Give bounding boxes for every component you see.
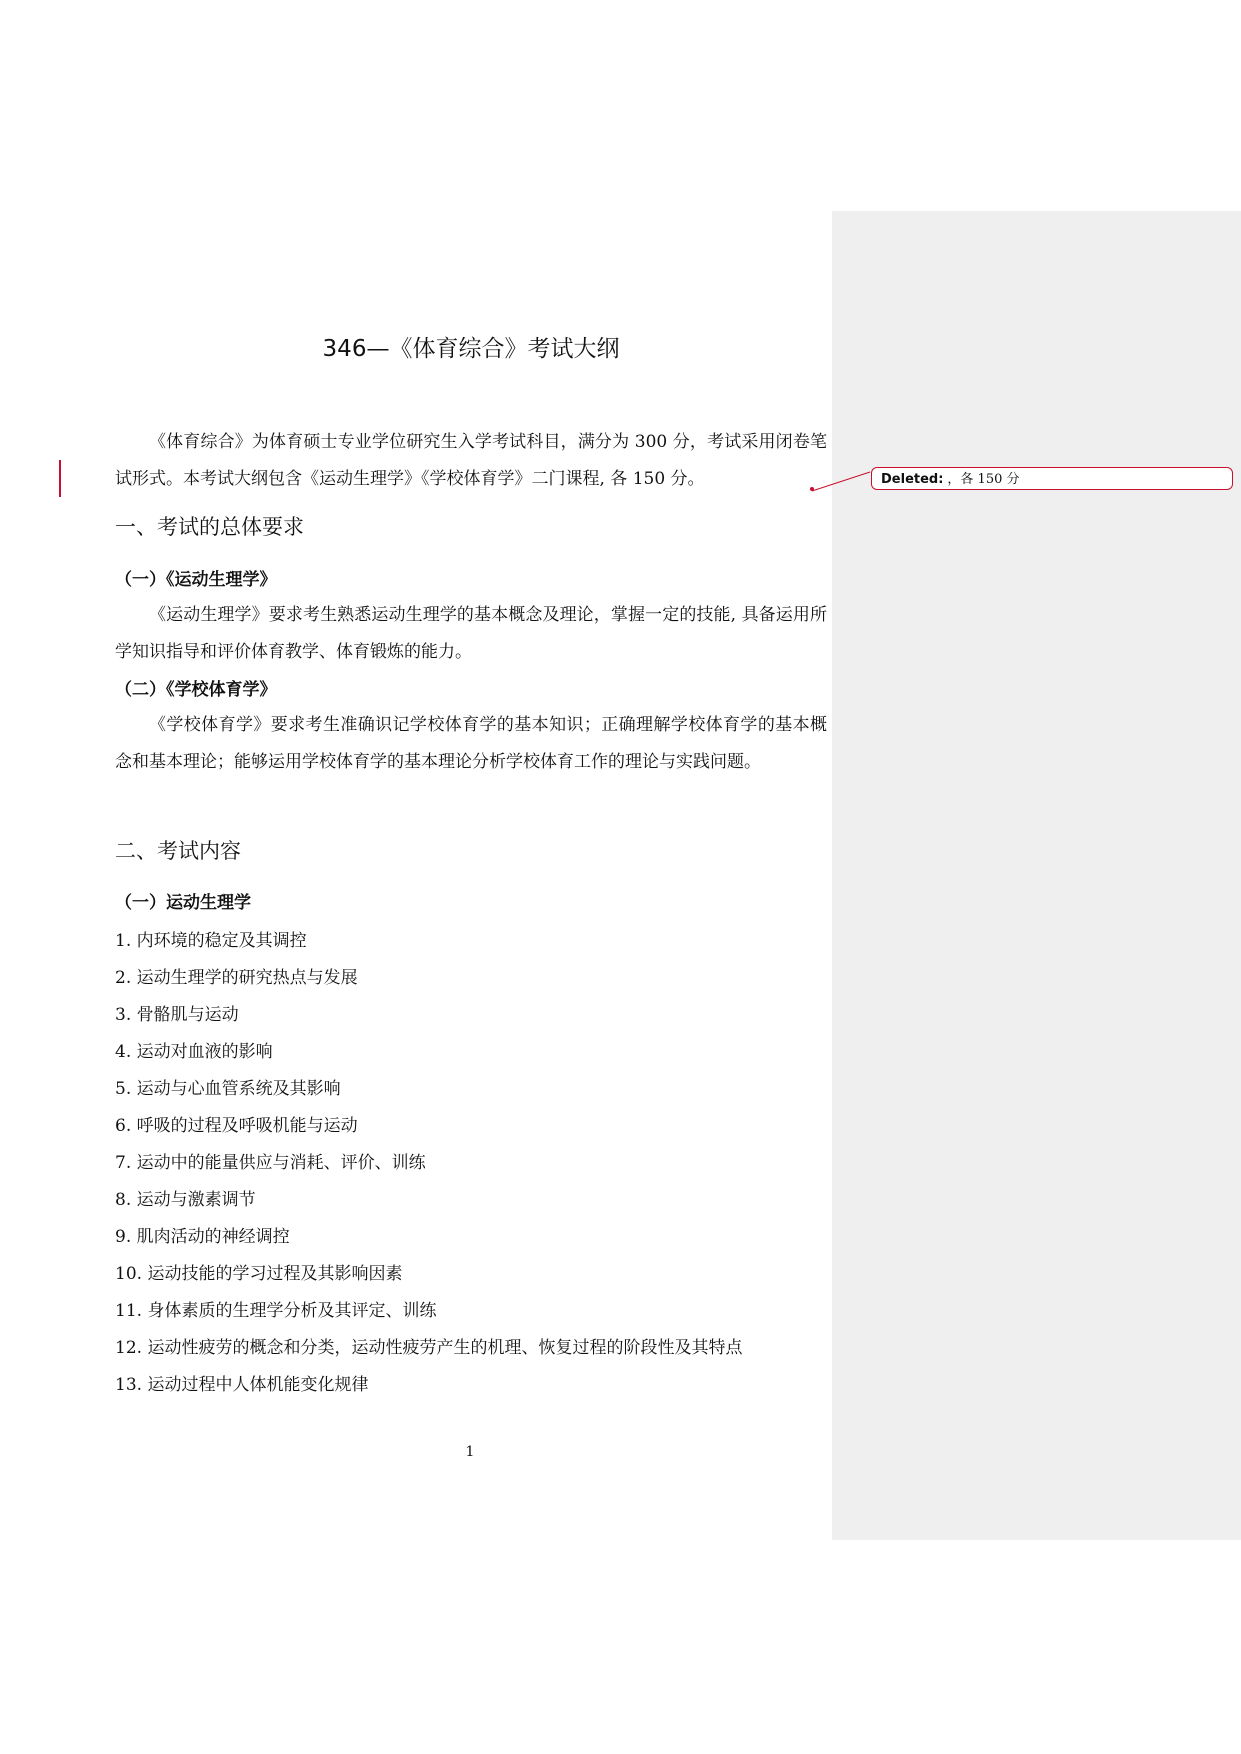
title-text: —《体育综合》考试大纲 [366,336,620,362]
title-number: 346 [322,336,367,362]
list-item: 10. 运动技能的学习过程及其影响因素 [115,1264,403,1284]
list-item: 12. 运动性疲劳的概念和分类，运动性疲劳产生的机理、恢复过程的阶段性及其特点 [115,1338,743,1358]
page-number: 1 [465,1444,475,1460]
change-bar [59,460,61,497]
intro-paragraph: 《体育综合》为体育硕士专业学位研究生入学考试科目，满分为 300 分，考试采用闭卷笔试形式。本考试大纲包含《运动生理学》《学校体育学》二门课程, 各 150 分。 [115,432,827,489]
section1-sub1-heading: （一）《运动生理学》 [115,570,277,590]
section1-heading: 一、考试的总体要求 [115,515,304,539]
list-item: 8. 运动与激素调节 [115,1190,256,1210]
section1-sub2-paragraph: 《学校体育学》要求考生准确识记学校体育学的基本知识；正确理解学校体育学的基本概念和基本理论；能够运用学校体育学的基本理论分析学校体育工作的理论与实践问题。 [115,715,827,772]
list-item: 6. 呼吸的过程及呼吸机能与运动 [115,1116,358,1136]
list-item: 13. 运动过程中人体机能变化规律 [115,1375,369,1395]
section2-heading: 二、考试内容 [115,839,241,863]
section1-sub2-heading: （二）《学校体育学》 [115,680,277,700]
comment-text: ，各 150 分 [947,472,1020,487]
section1-sub1-paragraph: 《运动生理学》要求考生熟悉运动生理学的基本概念及理论，掌握一定的技能, 具备运用所学知识指导和评价体育教学、体育锻炼的能力。 [115,605,827,662]
list-item: 9. 肌肉活动的神经调控 [115,1227,290,1247]
list-item: 3. 骨骼肌与运动 [115,1005,239,1025]
section2-sub1-heading: （一）运动生理学 [115,893,251,913]
deleted-comment-balloon[interactable] [871,467,1233,490]
list-item: 11. 身体素质的生理学分析及其评定、训练 [115,1301,437,1321]
list-item: 4. 运动对血液的影响 [115,1042,273,1062]
list-item: 7. 运动中的能量供应与消耗、评价、训练 [115,1153,426,1173]
content-list [115,923,742,1404]
list-item: 5. 运动与心血管系统及其影响 [115,1079,341,1099]
list-item: 2. 运动生理学的研究热点与发展 [115,968,358,988]
markup-margin-pane [832,211,1241,1540]
list-item: 1. 内环境的稳定及其调控 [115,931,307,951]
comment-label: Deleted: [881,472,944,487]
page-title [115,332,827,366]
